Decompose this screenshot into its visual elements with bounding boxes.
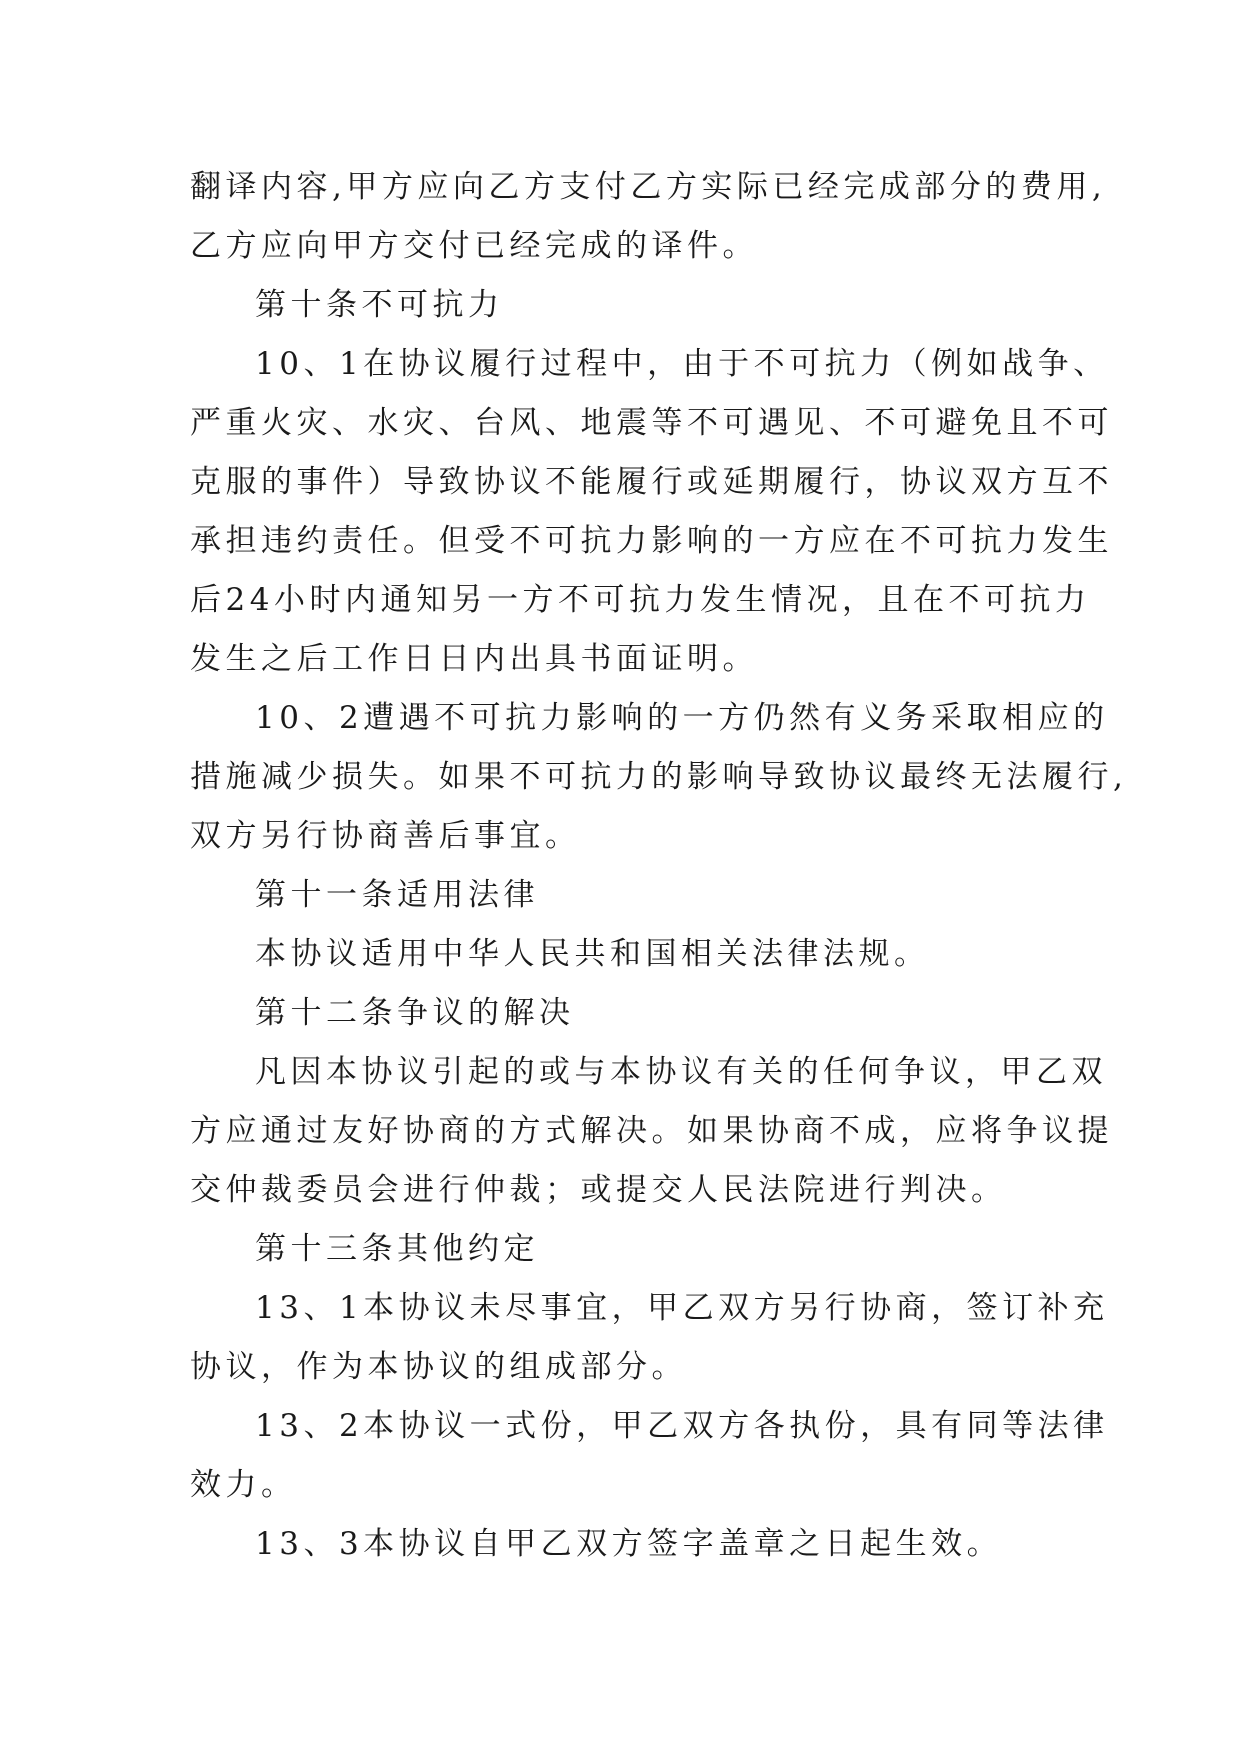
text-line: 双方另行协商善后事宜。	[190, 818, 581, 854]
text-line: 严重火灾、水灾、台风、地震等不可遇见、不可避免且不可	[190, 405, 1113, 441]
section-heading: 第十二条争议的解决	[255, 995, 575, 1031]
text-line: 13、2本协议一式份，甲乙双方各执份，具有同等法律	[255, 1408, 1109, 1444]
text-line: 克服的事件）导致协议不能履行或延期履行，协议双方互不	[190, 464, 1113, 500]
text-line: 效力。	[190, 1467, 297, 1503]
text-line: 后24小时内通知另一方不可抗力发生情况，且在不可抗力	[190, 582, 1091, 618]
text-line: 本协议适用中华人民共和国相关法律法规。	[255, 936, 930, 972]
text-line: 承担违约责任。但受不可抗力影响的一方应在不可抗力发生	[190, 523, 1113, 559]
text-line: 13、3本协议自甲乙双方签字盖章之日起生效。	[255, 1526, 1003, 1562]
text-line: 10、2遭遇不可抗力影响的一方仍然有义务采取相应的	[255, 700, 1109, 736]
text-line: 措施减少损失。如果不可抗力的影响导致协议最终无法履行,	[190, 759, 1128, 795]
text-line: 翻译内容,甲方应向乙方支付乙方实际已经完成部分的费用,	[190, 169, 1107, 205]
section-heading: 第十条不可抗力	[255, 287, 504, 323]
text-line: 13、1本协议未尽事宜，甲乙双方另行协商，签订补充	[255, 1290, 1109, 1326]
text-line: 凡因本协议引起的或与本协议有关的任何争议，甲乙双	[255, 1054, 1107, 1090]
section-heading: 第十三条其他约定	[255, 1231, 539, 1267]
text-line: 发生之后工作日日内出具书面证明。	[190, 641, 758, 677]
text-line: 协议，作为本协议的组成部分。	[190, 1349, 687, 1385]
text-line: 交仲裁委员会进行仲裁；或提交人民法院进行判决。	[190, 1172, 1007, 1208]
text-line: 方应通过友好协商的方式解决。如果协商不成，应将争议提	[190, 1113, 1113, 1149]
text-line: 乙方应向甲方交付已经完成的译件。	[190, 228, 758, 264]
section-heading: 第十一条适用法律	[255, 877, 539, 913]
text-line: 10、1在协议履行过程中，由于不可抗力（例如战争、	[255, 346, 1109, 382]
